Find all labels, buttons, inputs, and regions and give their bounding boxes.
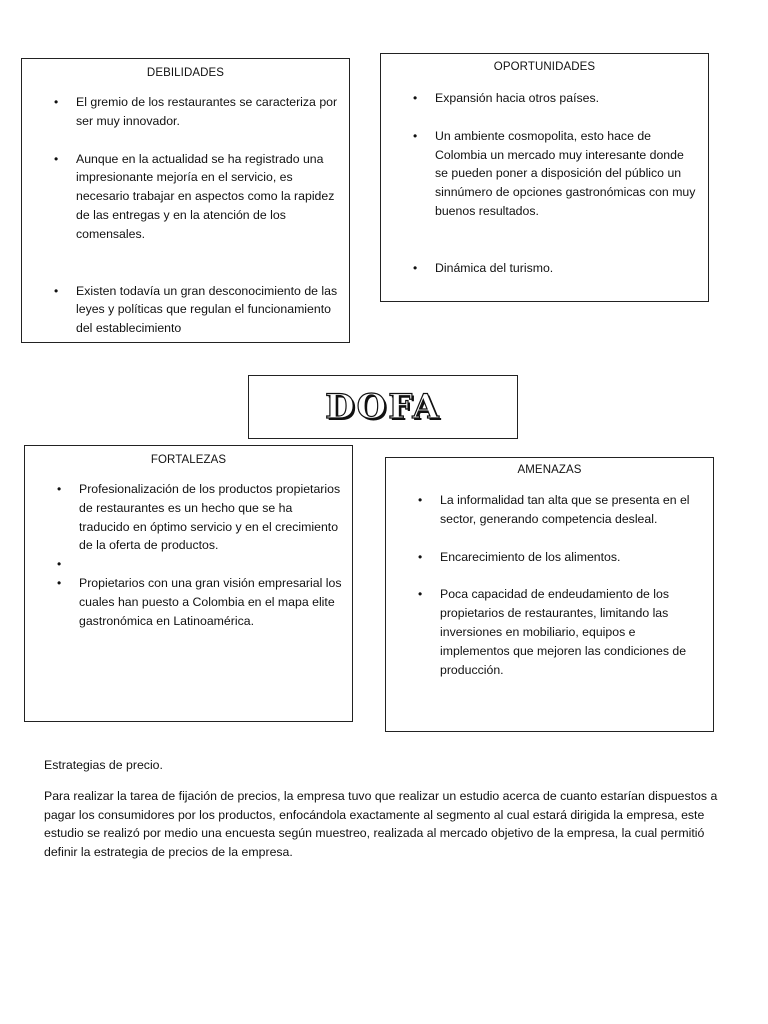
- list-item-text: El gremio de los restaurantes se caracteriza por ser muy innovador.: [76, 95, 338, 128]
- list-item-text: Profesionalización de los productos propietarios de restaurantes es un hecho que se ha traducido en óptimo servicio y en el crecimiento de la oferta de productos.: [79, 482, 341, 553]
- list-spacer: [386, 566, 713, 585]
- oportunidades-title: OPORTUNIDADES: [493, 61, 596, 73]
- list-item: [25, 555, 352, 574]
- list-item-text: Encarecimiento de los alimentos.: [440, 549, 621, 564]
- bullet-icon: •: [54, 95, 59, 109]
- list-item-text: La informalidad tan alta que se presenta en el sector, generando competencia desleal.: [440, 493, 690, 526]
- section-heading: Estrategias de precio.: [44, 758, 163, 772]
- dofa-title: DOFA: [325, 387, 441, 427]
- bullet-icon: •: [413, 260, 418, 275]
- list-item-text: Aunque en la actualidad se ha registrado una impresionante mejoría en el servicio, es necesario trabajar en aspectos como la rapidez de las entregas y en la atención de los comensales.: [76, 151, 335, 241]
- fortalezas-list: [25, 480, 352, 631]
- bullet-icon: •: [418, 587, 423, 602]
- list-item: [386, 585, 713, 679]
- list-item: [25, 574, 352, 630]
- bullet-icon: •: [57, 557, 62, 572]
- list-item-text: Existen todavía un gran desconocimiento de las leyes y políticas que regulan el funcionamiento del establecimiento: [76, 283, 338, 336]
- list-item: [22, 150, 349, 244]
- bullet-icon: •: [418, 493, 423, 507]
- oportunidades-box: [380, 53, 709, 302]
- bullet-icon: •: [54, 151, 59, 166]
- list-item: [386, 548, 713, 567]
- amenazas-list: [386, 491, 713, 679]
- bullet-icon: •: [57, 482, 62, 496]
- amenazas-title: AMENAZAS: [517, 464, 582, 476]
- dofa-title-box: [248, 375, 518, 439]
- list-item-text: Propietarios con una gran visión empresarial los cuales han puesto a Colombia en el mapa elite gastronómica en Latinoamérica.: [79, 576, 342, 628]
- debilidades-box: [21, 58, 350, 343]
- list-spacer: [381, 221, 708, 259]
- bullet-icon: •: [413, 128, 418, 143]
- list-item-text: Poca capacidad de endeudamiento de los propietarios de restaurantes, limitando las inversiones en mobiliario, equipos e implementos que mejoren las condiciones de producción.: [440, 587, 687, 677]
- list-item-text: Expansión hacia otros países.: [435, 91, 600, 105]
- list-spacer: [22, 131, 349, 150]
- list-item: [381, 127, 708, 221]
- bullet-icon: •: [413, 91, 418, 105]
- list-spacer: [386, 529, 713, 548]
- bullet-icon: •: [418, 549, 423, 564]
- pricing-strategy-section: [44, 756, 724, 862]
- amenazas-box: [385, 457, 714, 732]
- fortalezas-title: FORTALEZAS: [150, 454, 227, 466]
- oportunidades-list: [381, 89, 708, 278]
- fortalezas-box: [24, 445, 353, 722]
- bullet-icon: •: [57, 576, 62, 591]
- debilidades-list: [22, 93, 349, 338]
- list-item: [381, 89, 708, 108]
- list-item: [25, 480, 352, 555]
- list-item-text: Un ambiente cosmopolita, esto hace de Colombia un mercado muy interesante donde se pueden poner a disposición del público un sinnúmero de opciones gastronómicas con muy buenos resultados.: [435, 128, 696, 218]
- list-item: [22, 282, 349, 338]
- section-paragraph: Para realizar la tarea de fijación de precios, la empresa tuvo que realizar un estudio acerca de cuanto estarían dispuestos a pagar los consumidores por los productos, enfocándola exactamente al segmento al cual estará dirigida la empresa, este estudio se realizó por medio una encuesta según muestreo, realizada al mercado objetivo de la empresa, la cual permitió definir la estrategia de precios de la empresa.: [44, 788, 718, 860]
- bullet-icon: •: [54, 283, 59, 298]
- list-item: [22, 93, 349, 131]
- list-spacer: [381, 108, 708, 127]
- list-spacer: [22, 244, 349, 282]
- debilidades-title: DEBILIDADES: [146, 67, 225, 79]
- list-item: [386, 491, 713, 529]
- list-item: [381, 259, 708, 278]
- list-item-text: Dinámica del turismo.: [435, 260, 554, 275]
